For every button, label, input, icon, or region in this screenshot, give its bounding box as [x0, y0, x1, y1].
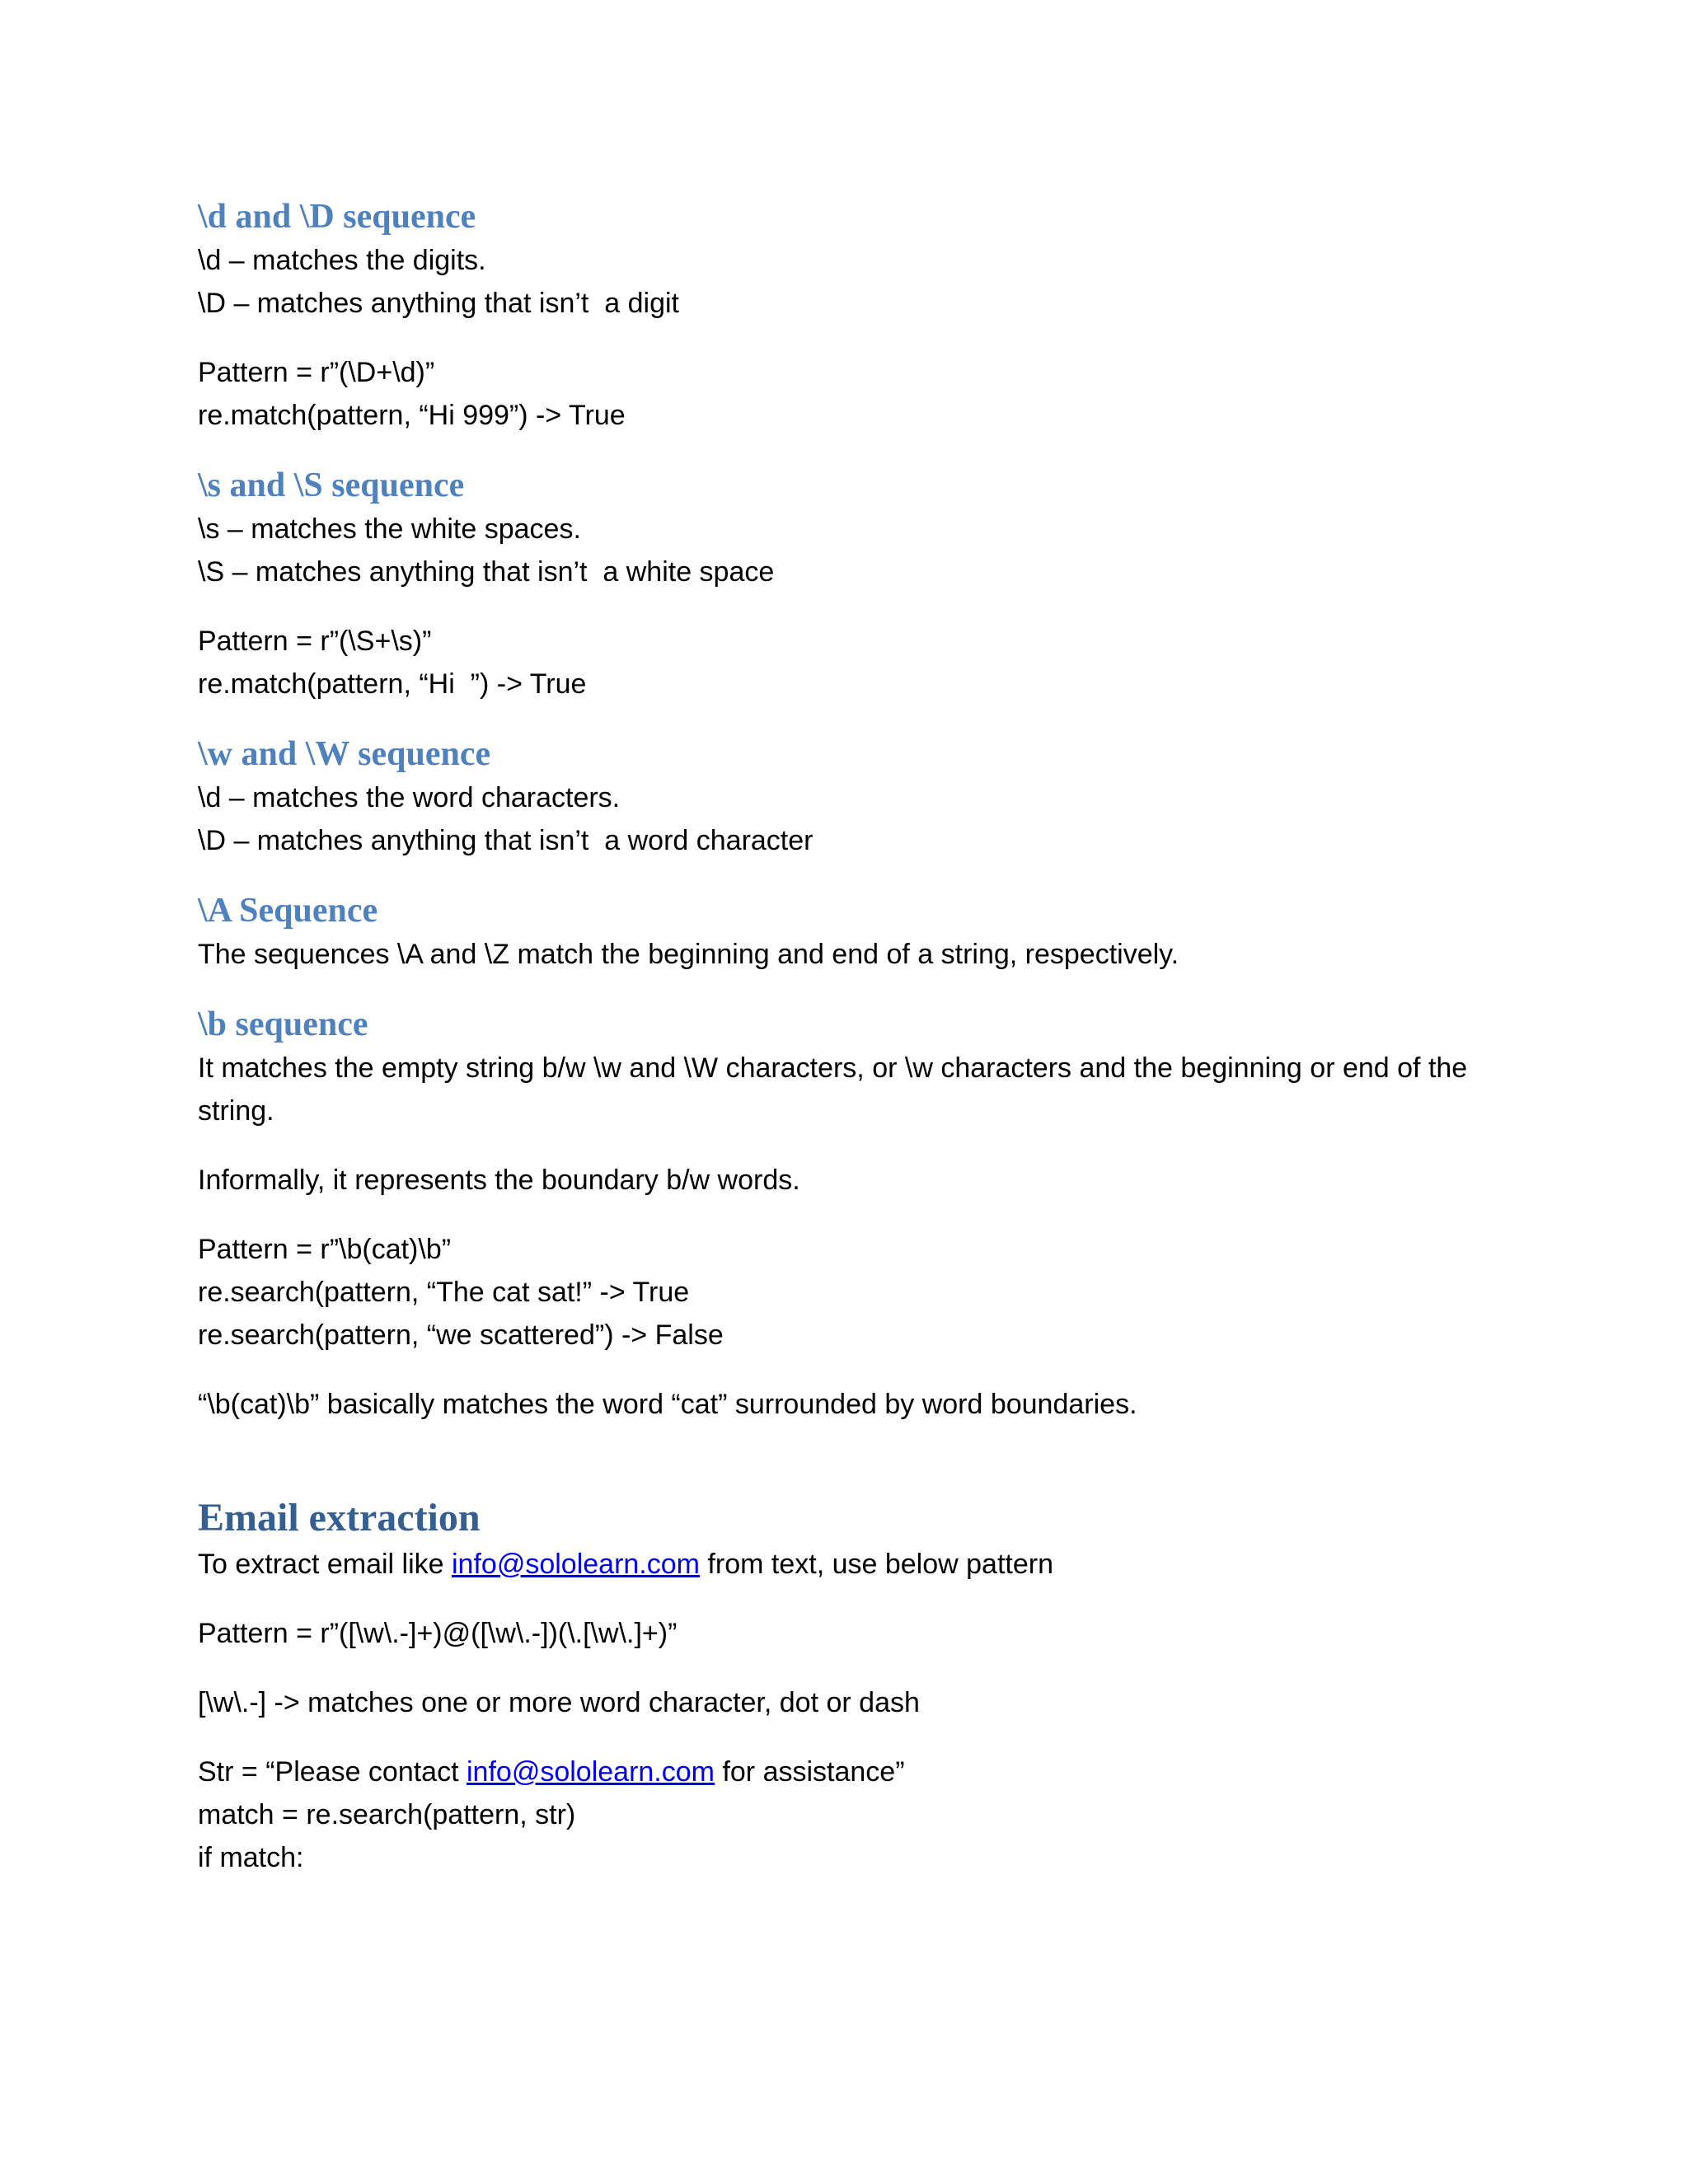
- s-line-1: \s – matches the white spaces.: [198, 513, 581, 545]
- email-str-after: for assistance”: [715, 1756, 905, 1788]
- email-link-2[interactable]: info@sololearn.com: [467, 1756, 715, 1788]
- b-code-2: re.search(pattern, “The cat sat!” -> True: [198, 1277, 690, 1308]
- a-line-1: The sequences \A and \Z match the beginning and end of a string, respectively.: [198, 939, 1179, 970]
- b-para-2: Informally, it represents the boundary b/w words.: [198, 1165, 800, 1196]
- d-code-1: Pattern = r”(\D+\d)”: [198, 357, 435, 388]
- s-code-2: re.match(pattern, “Hi ”) -> True: [198, 668, 587, 700]
- email-intro: [198, 1543, 1500, 1586]
- email-str-before: Str = “Please contact: [198, 1756, 467, 1788]
- w-line-2: \D – matches anything that isn’t a word character: [198, 825, 814, 856]
- heading-w-sequence: \w and \W sequence: [198, 735, 491, 773]
- b-code-1: Pattern = r”\b(cat)\b”: [198, 1234, 452, 1265]
- email-str-line: [198, 1750, 1500, 1793]
- s-code-1: Pattern = r”(\S+\s)”: [198, 626, 432, 657]
- heading-a-sequence: \A Sequence: [198, 892, 378, 930]
- email-pattern: Pattern = r”([\w\.-]+)@([\w\.-])(\.[\w\.]+)”: [198, 1618, 678, 1649]
- b-code-3: re.search(pattern, “we scattered”) -> False: [198, 1319, 724, 1351]
- heading-d-sequence: \d and \D sequence: [198, 198, 476, 236]
- d-line-1: \d – matches the digits.: [198, 245, 486, 276]
- email-match-line: match = re.search(pattern, str): [198, 1799, 576, 1830]
- heading-s-sequence: \s and \S sequence: [198, 466, 465, 504]
- s-line-2: \S – matches anything that isn’t a white space: [198, 556, 775, 588]
- b-para-1: It matches the empty string b/w \w and \W characters, or \w characters and the beginning or end of the string.: [198, 1052, 1475, 1127]
- w-line-1: \d – matches the word characters.: [198, 782, 621, 813]
- heading-email-extraction: Email extraction: [198, 1496, 481, 1540]
- d-line-2: \D – matches anything that isn’t a digit: [198, 288, 679, 319]
- email-intro-after: from text, use below pattern: [700, 1549, 1053, 1580]
- b-para-3: “\b(cat)\b” basically matches the word “cat” surrounded by word boundaries.: [198, 1389, 1137, 1420]
- email-if-line: if match:: [198, 1842, 304, 1873]
- document-page: [198, 194, 1500, 1879]
- email-explain: [\w\.-] -> matches one or more word character, dot or dash: [198, 1687, 920, 1718]
- heading-b-sequence: \b sequence: [198, 1005, 368, 1043]
- email-intro-before: To extract email like: [198, 1549, 452, 1580]
- d-code-2: re.match(pattern, “Hi 999”) -> True: [198, 400, 626, 431]
- email-link[interactable]: info@sololearn.com: [452, 1549, 700, 1580]
